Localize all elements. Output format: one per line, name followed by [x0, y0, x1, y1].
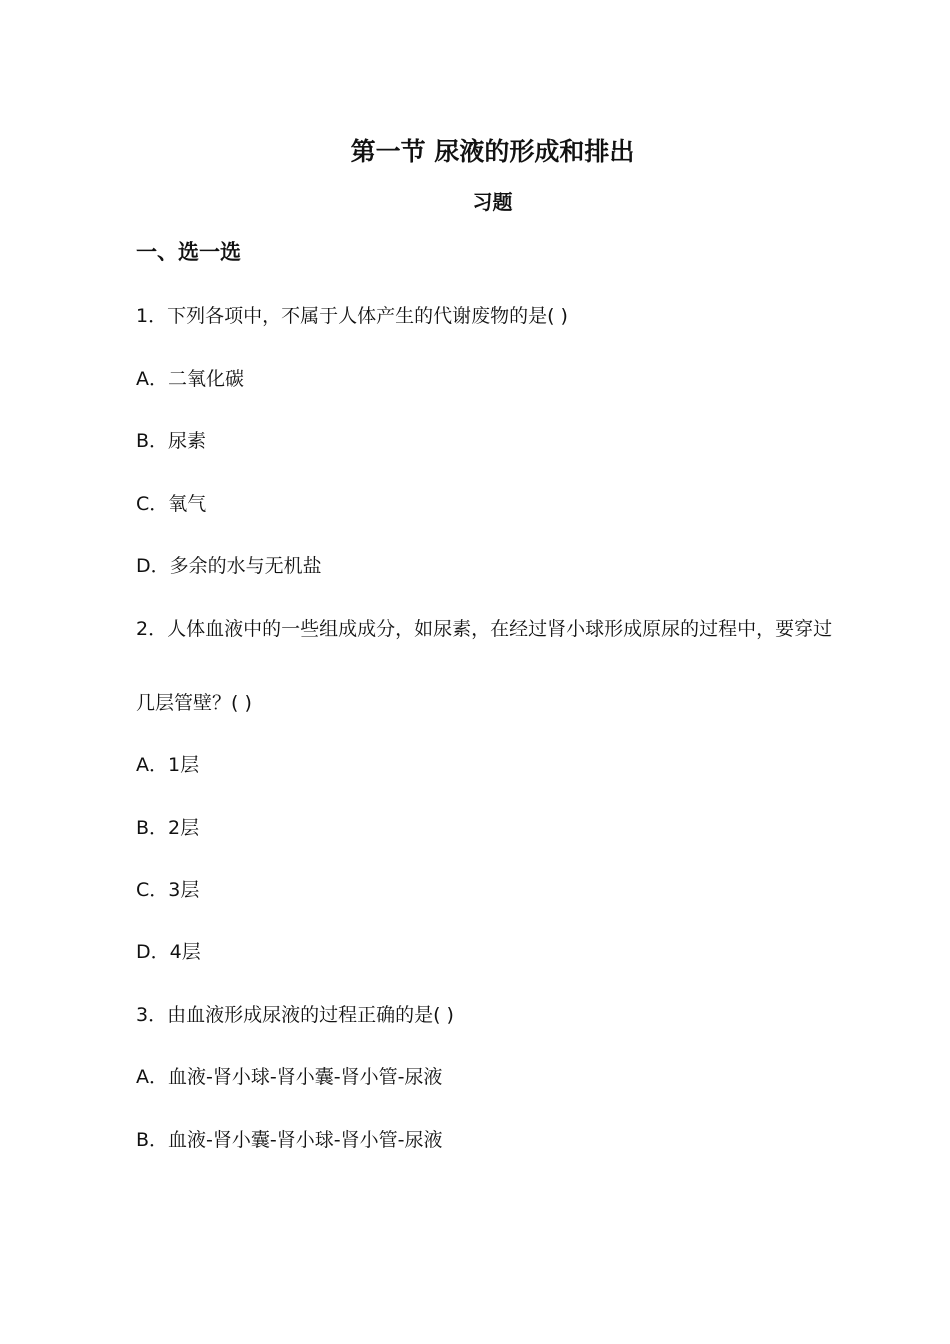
question-2-line-1: 2．人体血液中的一些组成成分，如尿素，在经过肾小球形成原尿的过程中，要穿过	[136, 618, 833, 640]
option-3b: B．血液-肾小囊-肾小球-肾小管-尿液	[136, 1129, 443, 1151]
option-2d: D．4层	[136, 941, 201, 963]
question-3: 3．由血液形成尿液的过程正确的是( )	[136, 1004, 454, 1026]
option-3a: A．血液-肾小球-肾小囊-肾小管-尿液	[136, 1066, 443, 1088]
page-subtitle: 习题	[472, 190, 513, 214]
option-1a: A．二氧化碳	[136, 368, 244, 390]
option-2b: B．2层	[136, 817, 200, 839]
option-2c: C．3层	[136, 879, 200, 901]
section-heading: 一、选一选	[136, 240, 241, 264]
page-title: 第一节 尿液的形成和排出	[350, 137, 635, 166]
option-1c: C．氧气	[136, 493, 207, 515]
question-2-line-2: 几层管壁？( )	[136, 692, 252, 714]
option-1b: B．尿素	[136, 430, 207, 452]
option-2a: A．1层	[136, 754, 200, 776]
question-1: 1．下列各项中，不属于人体产生的代谢废物的是( )	[136, 305, 568, 327]
option-1d: D．多余的水与无机盐	[136, 555, 322, 577]
